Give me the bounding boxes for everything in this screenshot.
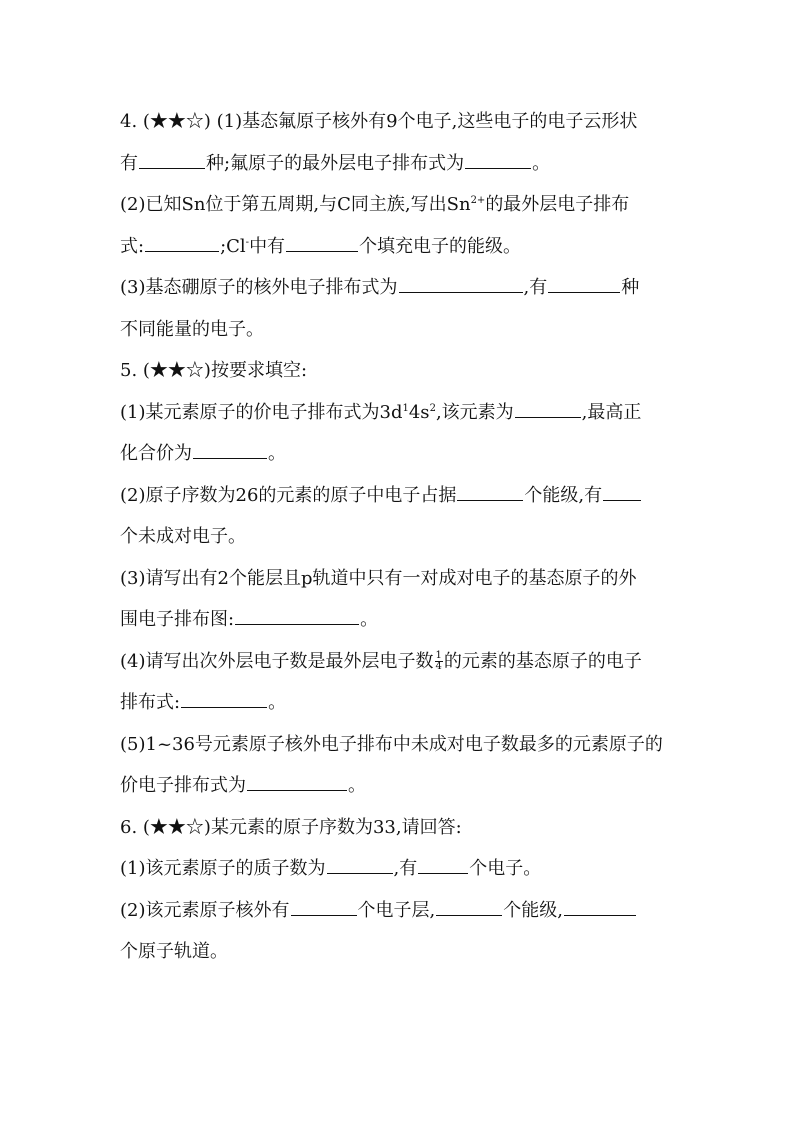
q5-line-4: [120, 516, 680, 558]
answer-blank[interactable]: [564, 914, 636, 916]
q5-text: 围电子排布图:: [120, 609, 235, 630]
q5-text: (5)1~36号元素原子核外电子排布中未成对电子数最多的元素原子的: [120, 733, 663, 755]
q6-text: 个能级,: [503, 899, 563, 921]
q5-text: 排布式:: [120, 692, 181, 713]
answer-blank[interactable]: [548, 291, 620, 293]
answer-blank[interactable]: [436, 914, 502, 916]
q6-text: 个原子轨道。: [120, 941, 228, 962]
q4-text: 种;氟原子的最外层电子排布式为: [206, 152, 465, 174]
q4-text: 不同能量的电子。: [120, 318, 264, 340]
q5-text: 的元素的基态原子的电子: [443, 650, 642, 672]
answer-blank[interactable]: [139, 167, 205, 169]
answer-blank[interactable]: [286, 250, 358, 252]
answer-blank[interactable]: [399, 291, 523, 293]
q4-text: ;Cl: [220, 235, 246, 257]
q5-heading: [120, 350, 680, 392]
q5-line-1: [120, 392, 680, 434]
q5-text: 。: [348, 775, 366, 796]
q5-text: (1)某元素原子的价电子排布式为3d: [120, 401, 403, 423]
q4-text: 种: [621, 277, 640, 298]
fraction-numerator: 1: [435, 650, 442, 661]
q4-line-1: [120, 101, 680, 143]
q5-text: 个未成对电子。: [120, 526, 246, 547]
answer-blank[interactable]: [515, 416, 581, 418]
q5-text: 4s: [408, 401, 430, 423]
q4-text: 。: [532, 152, 551, 174]
q6-text: 6. (★★☆)某元素的原子序数为33,请回答:: [120, 816, 462, 838]
q4-text: 个填充电子的能级。: [359, 235, 522, 257]
answer-blank[interactable]: [235, 623, 359, 625]
q5-line-10: [120, 765, 680, 807]
answer-blank[interactable]: [145, 250, 219, 252]
q5-text: 5. (★★☆)按要求填空:: [120, 360, 308, 381]
q4-text: 有: [120, 152, 138, 174]
fraction-denominator: 4: [435, 661, 442, 672]
q5-text: 化合价为: [120, 443, 192, 464]
q5-line-3: [120, 475, 680, 517]
q4-line-5: [120, 267, 680, 309]
q5-line-5: [120, 558, 680, 600]
q5-line-8: [120, 682, 680, 724]
superscript: 1: [402, 402, 409, 414]
q6-heading: [120, 807, 680, 849]
q5-line-7: [120, 641, 680, 683]
answer-blank[interactable]: [327, 872, 393, 874]
answer-blank[interactable]: [465, 167, 531, 169]
q4-text: 的最外层电子排布: [485, 194, 630, 215]
q5-text: (4)请写出次外层电子数是最外层电子数: [120, 650, 434, 672]
q4-line-3: [120, 184, 680, 226]
document-body: [120, 101, 680, 973]
q5-text: ,该元素为: [435, 401, 514, 423]
answer-blank[interactable]: [193, 457, 267, 459]
q4-text: 式:: [120, 235, 145, 257]
q4-text: (3)基态硼原子的核外电子排布式为: [120, 277, 398, 298]
q5-text: 。: [360, 609, 379, 630]
q6-line-3: [120, 931, 680, 973]
answer-blank[interactable]: [457, 499, 523, 501]
q5-text: (3)请写出有2个能层且p轨道中只有一对成对电子的基态原子的外: [120, 567, 637, 589]
answer-blank[interactable]: [181, 706, 267, 708]
fraction: [435, 651, 443, 672]
q6-line-2: [120, 890, 680, 932]
q5-text: 。: [268, 692, 287, 713]
q5-text: ,最高正: [581, 401, 642, 423]
q4-text: 4. (★★☆) (1)基态氟原子核外有9个电子,这些电子的电子云形状: [120, 111, 638, 132]
q4-line-4: [120, 226, 680, 268]
q6-text: 个电子层,: [357, 899, 436, 921]
q5-text: 个能级,有: [524, 484, 603, 506]
q5-line-2: [120, 433, 680, 475]
answer-blank[interactable]: [418, 872, 468, 874]
q4-line-2: [120, 143, 680, 185]
q6-text: (2)该元素原子核外有: [120, 899, 290, 921]
q5-text: 价电子排布式为: [120, 775, 246, 796]
answer-blank[interactable]: [291, 914, 357, 916]
q5-text: (2)原子序数为26的元素的原子中电子占据: [120, 484, 457, 506]
q6-text: 个电子。: [469, 858, 542, 879]
q6-text: ,有: [393, 858, 418, 879]
q4-text: ,有: [523, 277, 548, 298]
q5-text: 。: [268, 443, 286, 464]
q6-text: (1)该元素原子的质子数为: [120, 858, 326, 879]
q4-text: 中有: [249, 235, 286, 257]
answer-blank[interactable]: [603, 499, 641, 501]
answer-blank[interactable]: [247, 789, 347, 791]
q6-line-1: [120, 848, 680, 890]
charge-superscript: 2+: [470, 195, 486, 206]
superscript: 2: [429, 402, 436, 414]
charge-superscript: -: [245, 236, 250, 248]
q5-line-6: [120, 599, 680, 641]
q4-text: (2)已知Sn位于第五周期,与C同主族,写出Sn: [120, 194, 471, 215]
q4-line-6: [120, 309, 680, 351]
q5-line-9: [120, 724, 680, 766]
